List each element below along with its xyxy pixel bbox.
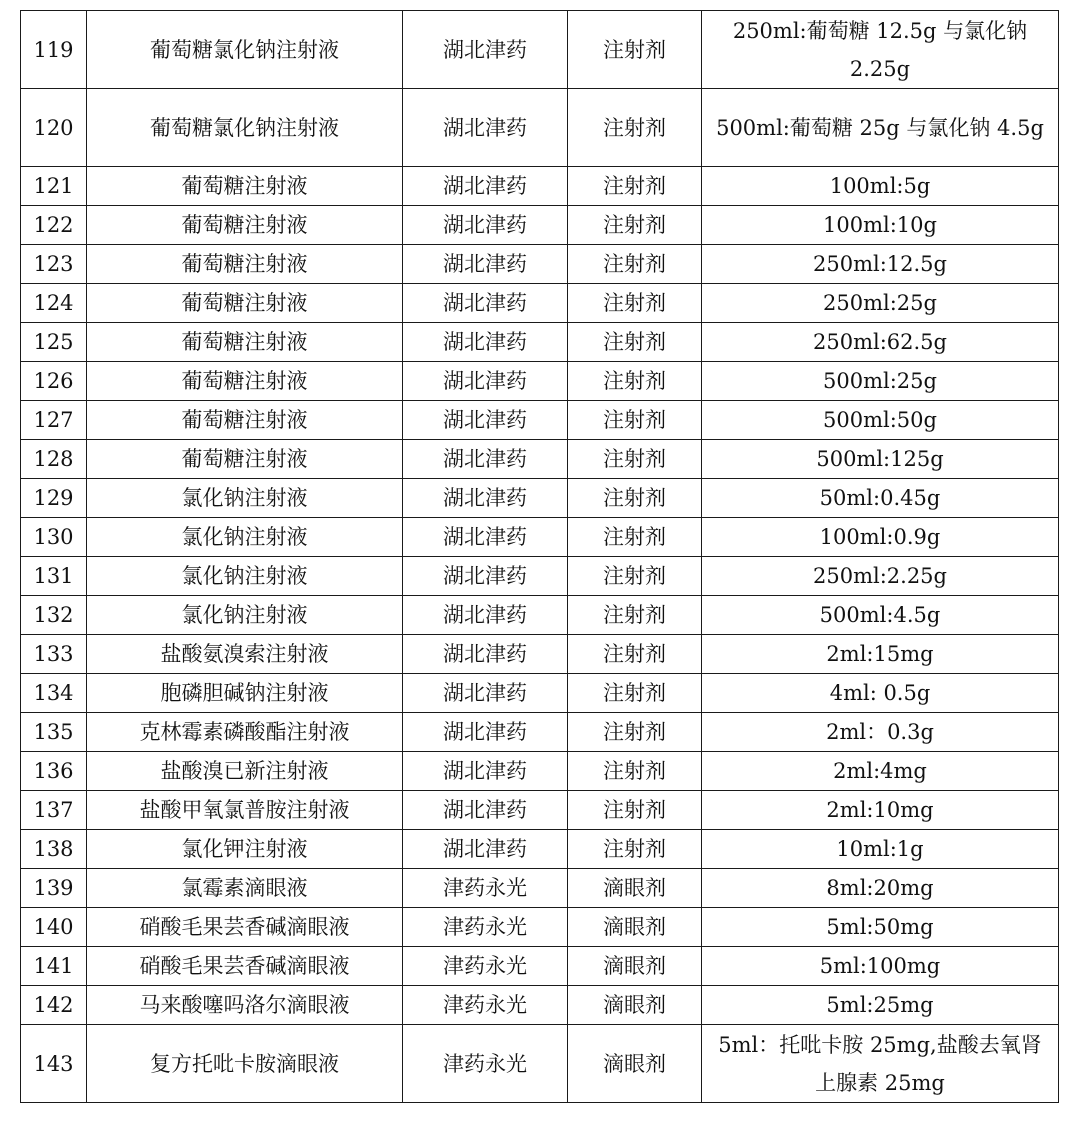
table-row bbox=[21, 206, 1059, 245]
manufacturer: 湖北津药 bbox=[403, 596, 568, 635]
specification: 250ml:12.5g bbox=[702, 245, 1059, 284]
table-row bbox=[21, 89, 1059, 167]
dosage-form: 注射剂 bbox=[568, 284, 702, 323]
row-number: 142 bbox=[21, 986, 87, 1025]
dosage-form: 注射剂 bbox=[568, 323, 702, 362]
dosage-form: 注射剂 bbox=[568, 635, 702, 674]
row-number: 128 bbox=[21, 440, 87, 479]
table-row bbox=[21, 752, 1059, 791]
specification: 5ml：托吡卡胺 25mg,盐酸去氧肾上腺素 25mg bbox=[702, 1025, 1059, 1103]
dosage-form: 注射剂 bbox=[568, 713, 702, 752]
table-row bbox=[21, 284, 1059, 323]
table-row bbox=[21, 245, 1059, 284]
specification: 250ml:62.5g bbox=[702, 323, 1059, 362]
dosage-form: 注射剂 bbox=[568, 89, 702, 167]
manufacturer: 湖北津药 bbox=[403, 479, 568, 518]
row-number: 139 bbox=[21, 869, 87, 908]
drug-name: 氯化钠注射液 bbox=[87, 557, 403, 596]
manufacturer: 湖北津药 bbox=[403, 713, 568, 752]
row-number: 126 bbox=[21, 362, 87, 401]
drug-name: 氯化钠注射液 bbox=[87, 518, 403, 557]
dosage-form: 注射剂 bbox=[568, 596, 702, 635]
table-row bbox=[21, 986, 1059, 1025]
specification: 2ml:4mg bbox=[702, 752, 1059, 791]
row-number: 119 bbox=[21, 11, 87, 89]
table-row bbox=[21, 167, 1059, 206]
table-row bbox=[21, 713, 1059, 752]
manufacturer: 湖北津药 bbox=[403, 791, 568, 830]
specification: 250ml:2.25g bbox=[702, 557, 1059, 596]
manufacturer: 湖北津药 bbox=[403, 11, 568, 89]
drug-name: 盐酸氨溴索注射液 bbox=[87, 635, 403, 674]
manufacturer: 湖北津药 bbox=[403, 206, 568, 245]
manufacturer: 湖北津药 bbox=[403, 362, 568, 401]
drug-name: 盐酸溴已新注射液 bbox=[87, 752, 403, 791]
manufacturer: 湖北津药 bbox=[403, 89, 568, 167]
drug-name: 葡萄糖注射液 bbox=[87, 362, 403, 401]
row-number: 132 bbox=[21, 596, 87, 635]
row-number: 122 bbox=[21, 206, 87, 245]
row-number: 140 bbox=[21, 908, 87, 947]
drug-name: 葡萄糖注射液 bbox=[87, 323, 403, 362]
dosage-form: 注射剂 bbox=[568, 362, 702, 401]
drug-name: 葡萄糖注射液 bbox=[87, 401, 403, 440]
table-row bbox=[21, 869, 1059, 908]
table-row bbox=[21, 674, 1059, 713]
specification: 2ml:15mg bbox=[702, 635, 1059, 674]
drug-name: 葡萄糖注射液 bbox=[87, 284, 403, 323]
table-row bbox=[21, 830, 1059, 869]
specification: 500ml:4.5g bbox=[702, 596, 1059, 635]
table-row bbox=[21, 401, 1059, 440]
specification: 5ml:25mg bbox=[702, 986, 1059, 1025]
dosage-form: 滴眼剂 bbox=[568, 947, 702, 986]
specification: 2ml：0.3g bbox=[702, 713, 1059, 752]
manufacturer: 湖北津药 bbox=[403, 557, 568, 596]
table-row bbox=[21, 479, 1059, 518]
dosage-form: 注射剂 bbox=[568, 557, 702, 596]
row-number: 143 bbox=[21, 1025, 87, 1103]
drug-name: 胞磷胆碱钠注射液 bbox=[87, 674, 403, 713]
drug-name: 马来酸噻吗洛尔滴眼液 bbox=[87, 986, 403, 1025]
dosage-form: 滴眼剂 bbox=[568, 986, 702, 1025]
manufacturer: 湖北津药 bbox=[403, 440, 568, 479]
manufacturer: 湖北津药 bbox=[403, 167, 568, 206]
table-row bbox=[21, 947, 1059, 986]
manufacturer: 津药永光 bbox=[403, 1025, 568, 1103]
dosage-form: 注射剂 bbox=[568, 206, 702, 245]
row-number: 124 bbox=[21, 284, 87, 323]
table-row bbox=[21, 557, 1059, 596]
drug-name: 氯化钠注射液 bbox=[87, 596, 403, 635]
row-number: 134 bbox=[21, 674, 87, 713]
specification: 100ml:10g bbox=[702, 206, 1059, 245]
manufacturer: 津药永光 bbox=[403, 986, 568, 1025]
table-row bbox=[21, 1025, 1059, 1103]
table-row bbox=[21, 791, 1059, 830]
specification: 500ml:25g bbox=[702, 362, 1059, 401]
manufacturer: 湖北津药 bbox=[403, 401, 568, 440]
drug-name: 葡萄糖氯化钠注射液 bbox=[87, 11, 403, 89]
specification: 500ml:125g bbox=[702, 440, 1059, 479]
drug-name: 葡萄糖注射液 bbox=[87, 206, 403, 245]
dosage-form: 注射剂 bbox=[568, 830, 702, 869]
dosage-form: 注射剂 bbox=[568, 167, 702, 206]
specification: 5ml:50mg bbox=[702, 908, 1059, 947]
dosage-form: 注射剂 bbox=[568, 752, 702, 791]
specification: 500ml:50g bbox=[702, 401, 1059, 440]
row-number: 138 bbox=[21, 830, 87, 869]
dosage-form: 注射剂 bbox=[568, 11, 702, 89]
dosage-form: 滴眼剂 bbox=[568, 869, 702, 908]
row-number: 136 bbox=[21, 752, 87, 791]
row-number: 141 bbox=[21, 947, 87, 986]
dosage-form: 滴眼剂 bbox=[568, 1025, 702, 1103]
specification: 10ml:1g bbox=[702, 830, 1059, 869]
dosage-form: 注射剂 bbox=[568, 674, 702, 713]
row-number: 135 bbox=[21, 713, 87, 752]
drug-name: 氯化钠注射液 bbox=[87, 479, 403, 518]
manufacturer: 湖北津药 bbox=[403, 674, 568, 713]
manufacturer: 津药永光 bbox=[403, 908, 568, 947]
dosage-form: 注射剂 bbox=[568, 245, 702, 284]
dosage-form: 注射剂 bbox=[568, 440, 702, 479]
manufacturer: 湖北津药 bbox=[403, 284, 568, 323]
drug-table-body bbox=[21, 11, 1059, 1103]
manufacturer: 湖北津药 bbox=[403, 518, 568, 557]
table-row bbox=[21, 440, 1059, 479]
table-row bbox=[21, 323, 1059, 362]
drug-name: 复方托吡卡胺滴眼液 bbox=[87, 1025, 403, 1103]
specification: 500ml:葡萄糖 25g 与氯化钠 4.5g bbox=[702, 89, 1059, 167]
table-row bbox=[21, 908, 1059, 947]
specification: 50ml:0.45g bbox=[702, 479, 1059, 518]
row-number: 129 bbox=[21, 479, 87, 518]
drug-name: 盐酸甲氧氯普胺注射液 bbox=[87, 791, 403, 830]
table-row bbox=[21, 362, 1059, 401]
manufacturer: 湖北津药 bbox=[403, 323, 568, 362]
drug-name: 硝酸毛果芸香碱滴眼液 bbox=[87, 908, 403, 947]
specification: 250ml:葡萄糖 12.5g 与氯化钠 2.25g bbox=[702, 11, 1059, 89]
drug-name: 克林霉素磷酸酯注射液 bbox=[87, 713, 403, 752]
drug-name: 葡萄糖氯化钠注射液 bbox=[87, 89, 403, 167]
table-row bbox=[21, 11, 1059, 89]
drug-table bbox=[20, 10, 1059, 1103]
row-number: 123 bbox=[21, 245, 87, 284]
drug-name: 葡萄糖注射液 bbox=[87, 245, 403, 284]
drug-name: 氯化钾注射液 bbox=[87, 830, 403, 869]
row-number: 125 bbox=[21, 323, 87, 362]
row-number: 130 bbox=[21, 518, 87, 557]
row-number: 127 bbox=[21, 401, 87, 440]
drug-name: 氯霉素滴眼液 bbox=[87, 869, 403, 908]
dosage-form: 注射剂 bbox=[568, 518, 702, 557]
row-number: 131 bbox=[21, 557, 87, 596]
specification: 100ml:5g bbox=[702, 167, 1059, 206]
manufacturer: 湖北津药 bbox=[403, 245, 568, 284]
dosage-form: 注射剂 bbox=[568, 479, 702, 518]
manufacturer: 湖北津药 bbox=[403, 752, 568, 791]
specification: 100ml:0.9g bbox=[702, 518, 1059, 557]
specification: 250ml:25g bbox=[702, 284, 1059, 323]
manufacturer: 津药永光 bbox=[403, 947, 568, 986]
drug-name: 硝酸毛果芸香碱滴眼液 bbox=[87, 947, 403, 986]
dosage-form: 注射剂 bbox=[568, 791, 702, 830]
specification: 2ml:10mg bbox=[702, 791, 1059, 830]
dosage-form: 滴眼剂 bbox=[568, 908, 702, 947]
table-row bbox=[21, 518, 1059, 557]
manufacturer: 津药永光 bbox=[403, 869, 568, 908]
specification: 5ml:100mg bbox=[702, 947, 1059, 986]
dosage-form: 注射剂 bbox=[568, 401, 702, 440]
table-row bbox=[21, 635, 1059, 674]
manufacturer: 湖北津药 bbox=[403, 830, 568, 869]
drug-list-document bbox=[20, 10, 1058, 1103]
drug-name: 葡萄糖注射液 bbox=[87, 440, 403, 479]
table-row bbox=[21, 596, 1059, 635]
row-number: 120 bbox=[21, 89, 87, 167]
manufacturer: 湖北津药 bbox=[403, 635, 568, 674]
specification: 8ml:20mg bbox=[702, 869, 1059, 908]
specification: 4ml: 0.5g bbox=[702, 674, 1059, 713]
row-number: 133 bbox=[21, 635, 87, 674]
row-number: 121 bbox=[21, 167, 87, 206]
drug-name: 葡萄糖注射液 bbox=[87, 167, 403, 206]
row-number: 137 bbox=[21, 791, 87, 830]
